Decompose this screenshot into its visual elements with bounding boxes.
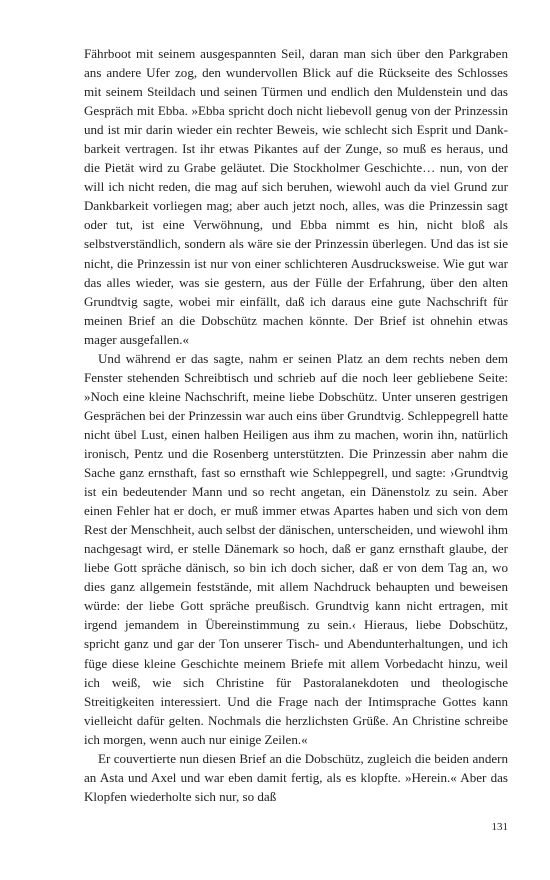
book-page-text	[84, 44, 508, 806]
paragraph-1: Fährboot mit seinem ausgespannten Seil, daran man sich über den Parkgraben ans andere Ufer zog, den wundervollen Blick auf die Rückseite des Schlosses mit seinem Steildach und seinen Türmen und endlich den Muldenstein und das Gespräch mit Ebba. »Ebba spricht doch nicht liebevoll genug von der Prinzessin und ist mir darin wieder ein rechter Beweis, wie schlecht sich Esprit und Dankbarkeit vertragen. Ist ihr etwas Pikantes auf der Zunge, so muß es heraus, und die Pietät wird zu Grabe geläutet. Die Stockholmer Geschichte… nun, von der will ich nicht reden, die mag auf sich beruhen, wiewohl auch da viel Grund zur Dankbarkeit vorliegen mag; aber auch jetzt noch, alles, was die Prinzessin sagt oder tut, ist eine Verwöhnung, und Ebba nimmt es hin, nicht bloß als selbstverständlich, sondern als wäre sie der Prinzessin überlegen. Und das ist sie nicht, die Prinzessin ist nur von einer schlichteren Ausdrucksweise. Wie gut war das alles wieder, was sie gestern, aus der Fülle der Erfahrung, über den alten Grundtvig sagte, wobei mir einfällt, daß ich daraus eine gute Nachschrift für meinen Brief an die Dobschütz machen könnte. Der Brief ist ohnehin etwas mager ausgefallen.«	[84, 46, 508, 347]
paragraph-2: Und während er das sagte, nahm er seinen Platz an dem rechts neben dem Fenster stehenden Schreibtisch und schrieb auf die noch leer gebliebene Seite: »Noch eine kleine Nachschrift, meine liebe Dobschütz. Unter unseren gestrigen Gesprächen bei der Prinzessin war auch eins über Grundtvig. Schleppegrell hatte nicht übel Lust, einen halben Heiligen aus ihm zu machen, worin ihn, natürlich ironisch, Pentz und die Rosenberg unterstützten. Die Prinzessin aber nahm die Sache ganz ernsthaft, fast so ernsthaft wie Schleppegrell, und sagte: ›Grundtvig ist ein bedeutender Mann und so recht angetan, ein Dänenstolz zu sein. Aber einen Fehler hat er doch, er muß immer etwas Apartes haben und sich von dem Rest der Menschheit, auch selbst der dänischen, unterscheiden, und wiewohl ihm nachgesagt wird, er stelle Dänemark so hoch, daß er ganz ernsthaft glaube, der liebe Gott spräche dänisch, so bin ich doch sicher, daß er von dem Tag an, wo dies ganz allgemein feststände, mit allem Nachdruck behaupten und beweisen würde: der liebe Gott spräche preußisch. Grundtvig kann nicht ertragen, mit irgend jemandem in Übereinstimmung zu sein.‹ Hieraus, liebe Dobschütz, spricht ganz und gar der Ton unserer Tisch- und Abendunterhaltungen, und ich füge diese kleine Geschichte meinem Briefe mit allem Vorbedacht hinzu, weil ich weiß, wie sich Christine für Pastoralanekdoten und theologische Streitigkeiten interessiert. Und die Frage nach der Intimsprache Gottes kann vielleicht dafür gelten. Nochmals die herzlichsten Grüße. An Christine schreibe ich morgen, wenn auch nur einige Zeilen.«	[84, 350, 508, 747]
paragraph-3: Er couvertierte nun diesen Brief an die Dobschütz, zugleich die beiden andern an Asta und Axel und war eben damit fertig, als es klopfte. »Herein.« Aber das Klopfen wiederholte sich nur, so daß	[84, 750, 508, 804]
page-number: 131	[491, 821, 508, 833]
